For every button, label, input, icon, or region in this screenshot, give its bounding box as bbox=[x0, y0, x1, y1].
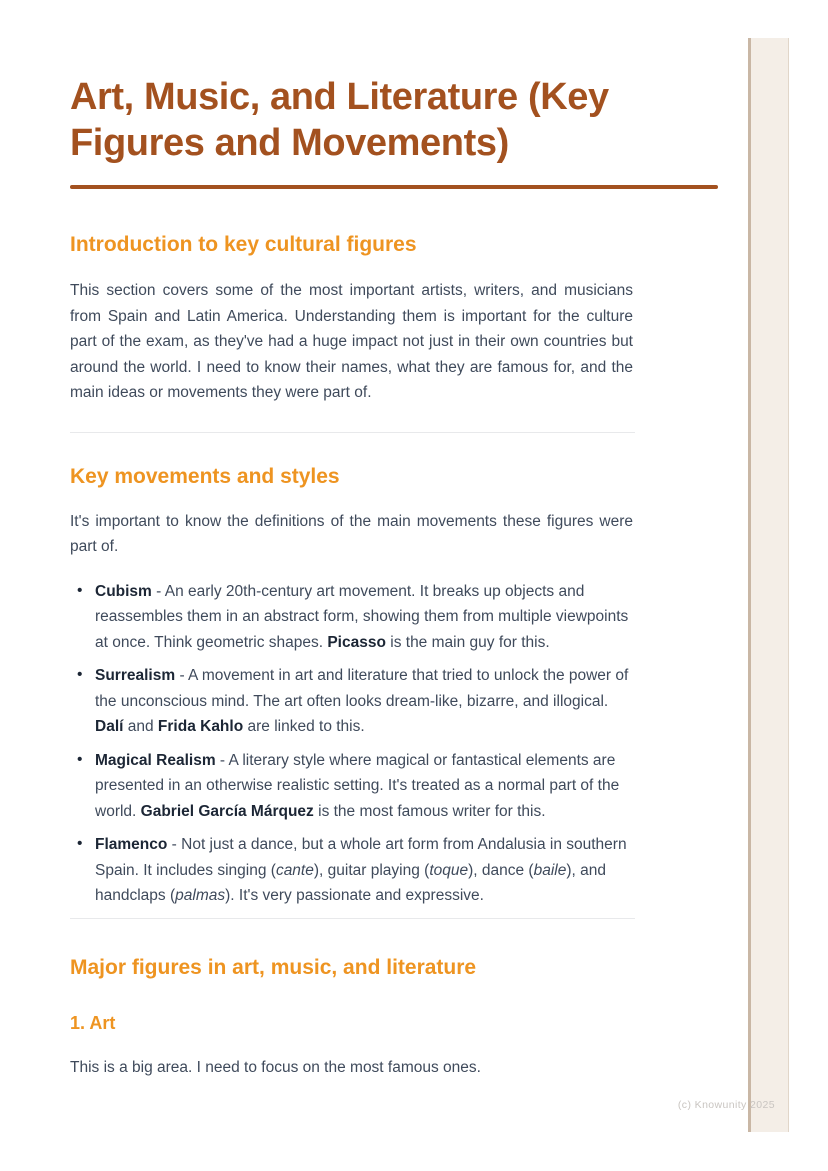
italic-term: toque bbox=[429, 861, 469, 879]
italic-term: baile bbox=[533, 861, 567, 879]
text-run: - An early 20th-century art movement. It breaks up objects and reassembles them in an abstract form, showing them from multiple viewpoints at once. Think geometric shapes. bbox=[95, 582, 629, 651]
text-run: ), and handclaps ( bbox=[95, 861, 606, 904]
emphasized-term: Flamenco bbox=[95, 836, 168, 853]
italic-term: palmas bbox=[175, 887, 226, 904]
text-run: are linked to this. bbox=[243, 718, 365, 735]
movement-text bbox=[95, 667, 628, 735]
text-run: is the main guy for this. bbox=[385, 633, 550, 651]
movement-text bbox=[95, 583, 628, 651]
movement-list-item bbox=[70, 663, 633, 740]
emphasized-term: Frida Kahlo bbox=[157, 718, 244, 735]
text-run: ), guitar playing ( bbox=[313, 861, 430, 879]
text-run: and bbox=[123, 718, 158, 735]
movements-list bbox=[70, 579, 633, 909]
title-rule bbox=[70, 185, 718, 189]
watermark: (c) Knowunity 2025 bbox=[677, 1099, 775, 1111]
text-run: ). It's very passionate and expressive. bbox=[225, 887, 484, 904]
section-heading-movements: Key movements and styles bbox=[70, 464, 340, 488]
document-content bbox=[70, 0, 718, 1080]
movement-list-item bbox=[70, 748, 633, 825]
bullet-icon: • bbox=[77, 750, 83, 768]
section-heading-intro: Introduction to key cultural figures bbox=[70, 233, 417, 256]
bullet-icon: • bbox=[77, 835, 83, 852]
text-run: - A movement in art and literature that tried to unlock the power of the unconscious mind. The art often looks dream-like, bizarre, and illogical. bbox=[95, 667, 629, 710]
emphasized-term: Dalí bbox=[95, 718, 124, 735]
text-run: - Not just a dance, but a whole art form from Andalusia in southern Spain. It includes singing ( bbox=[95, 836, 627, 879]
intro-paragraph: This section covers some of the most important artists, writers, and musicians from Spain and Latin America. Understanding them is important for the culture part of the exam, as they've had a huge impact not just in their own countries but around the world. I need to know their names, what they are famous for, and the main ideas or movements they were part of. bbox=[70, 282, 633, 401]
emphasized-term: Surrealism bbox=[95, 667, 176, 684]
page-edge-decoration bbox=[748, 38, 789, 1132]
bullet-icon: • bbox=[77, 581, 83, 599]
movement-list-item bbox=[70, 832, 633, 909]
emphasized-term: Cubism bbox=[95, 582, 152, 600]
emphasized-term: Picasso bbox=[327, 633, 386, 651]
text-run: ), dance ( bbox=[468, 861, 534, 879]
section-divider bbox=[70, 432, 635, 433]
movement-text bbox=[95, 836, 627, 904]
subsection-heading-art: 1. Art bbox=[70, 1012, 116, 1033]
bullet-icon: • bbox=[77, 666, 83, 683]
movements-lead-paragraph: It's important to know the definitions of the main movements these figures were part of. bbox=[70, 512, 633, 555]
page-title: Art, Music, and Literature (Key Figures and Movements) bbox=[70, 76, 609, 164]
emphasized-term: Magical Realism bbox=[95, 751, 216, 769]
section-divider bbox=[70, 918, 635, 919]
text-run: - A literary style where magical or fantastical elements are presented in an otherwise realistic setting. It's treated as a normal part of the world. bbox=[95, 751, 620, 820]
section-heading-figures: Major figures in art, music, and literature bbox=[70, 955, 477, 979]
italic-term: cante bbox=[275, 861, 314, 879]
movement-text bbox=[95, 752, 619, 820]
text-run: is the most famous writer for this. bbox=[313, 802, 546, 820]
emphasized-term: Gabriel García Márquez bbox=[140, 802, 314, 820]
figures-paragraph: This is a big area. I need to focus on the most famous ones. bbox=[70, 1058, 481, 1076]
movement-list-item bbox=[70, 579, 633, 656]
